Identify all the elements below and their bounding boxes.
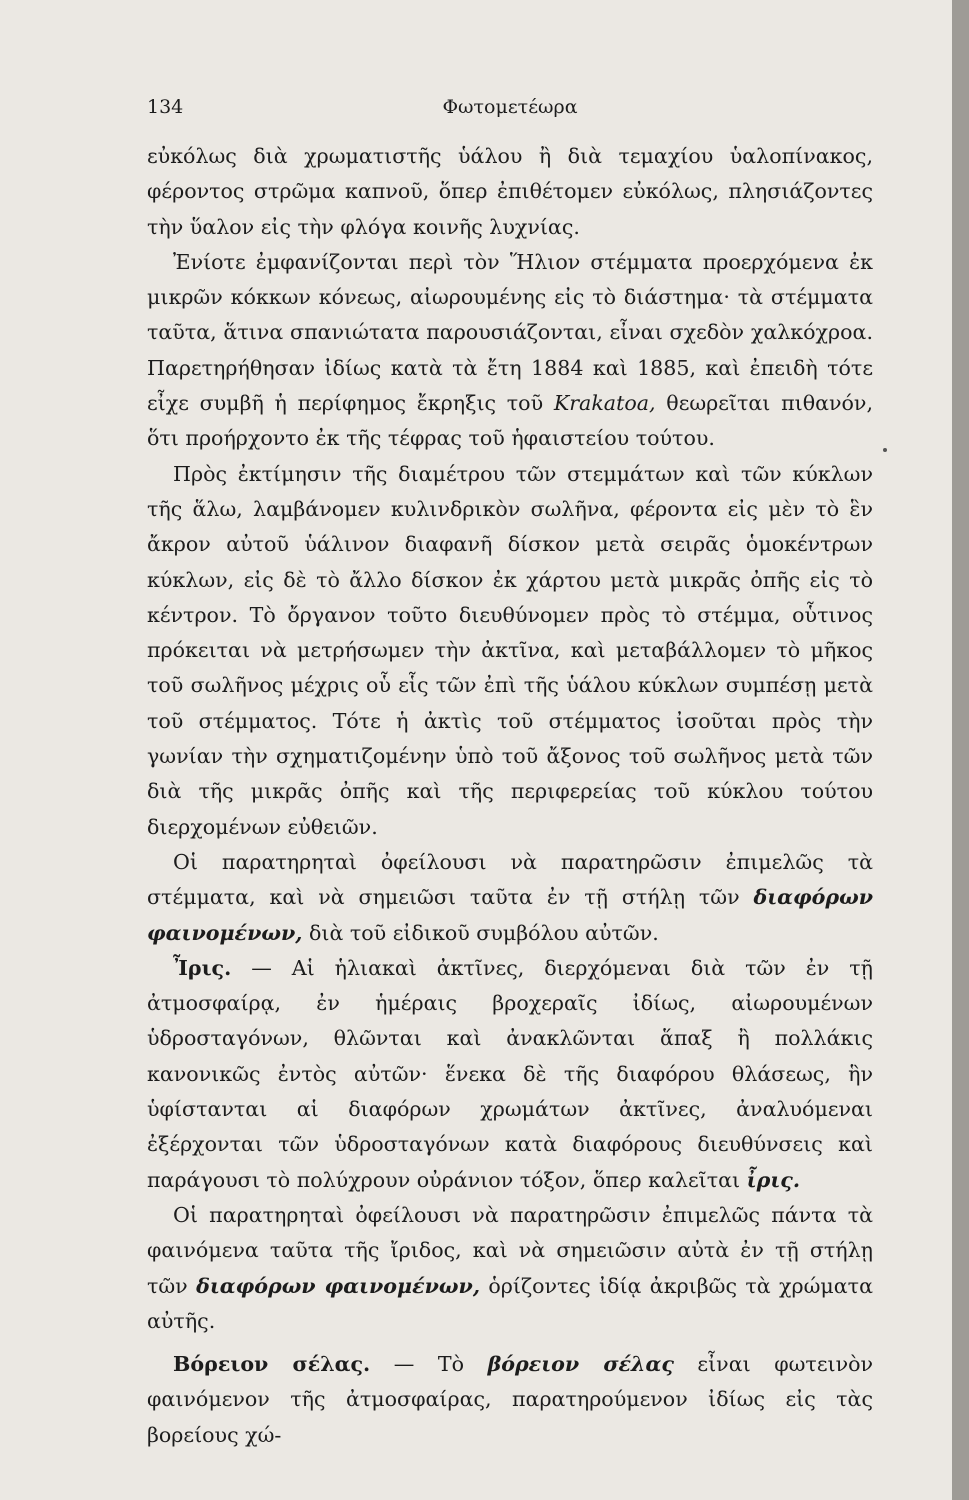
paragraph-continuation: εὐκόλως διὰ χρωματιστῆς ὑάλου ἢ διὰ τεμαχίου ὑαλοπίνακος, φέροντος στρῶμα καπνοῦ, ὅπερ ἐπιθέτομεν εὐκόλως, πλησιάζοντες τὴν ὕαλον εἰς τὴν φλόγα κοινῆς λυχνίας. (147, 144, 873, 239)
spacer (147, 1339, 873, 1347)
page-header (147, 96, 873, 124)
text-run: — Τὸ (370, 1352, 488, 1377)
text-run: εἶναι φωτεινὸν φαινόμενον τῆς ἀτμοσφαίρας, παρατηρούμενον ἰδίως εἰς τὰς βορείους χώ- (147, 1352, 873, 1447)
italic-krakatoa: Krakatoa, (553, 391, 656, 416)
text-run: διὰ τοῦ εἰδικοῦ συμβόλου αὐτῶν. (302, 920, 659, 945)
text-run: — Αἱ ἡλιακαὶ ἀκτῖνες, διερχόμεναι διὰ τῶν ἐν τῇ ἀτμοσφαίρᾳ, ἐν ἡμέραις βροχεραῖς ἰδίως, αἰωρουμένων ὑδροσταγόνων, θλῶνται καὶ ἀνακλῶνται ἅπαξ ἢ πολλάκις κανονικῶς ἐντὸς αὐτῶν· ἕνεκα δὲ τῆς διαφόρου θλάσεως, ἣν ὑφίστανται αἱ διαφόρων χρωμάτων ἀκτῖνες, ἀναλυόμεναι ἐξέρχονται τῶν ὑδροσταγόνων κατὰ διαφόρους διευθύνσεις καὶ παράγουσι τὸ πολύχρουν οὐράνιον τόξον, ὅπερ καλεῖται (147, 955, 873, 1192)
page-number: 134 (147, 96, 184, 118)
body-text (147, 139, 873, 1453)
text-run: Ἐνίοτε ἐμφανίζονται περὶ τὸν Ἥλιον στέμματα προερχόμενα ἐκ μικρῶν κόκκων κόνεως, αἰωρουμένης εἰς τὸ διάστημα· τὰ στέμματα ταῦτα, ἅτινα σπανιώτατα παρουσιάζονται, εἶναι σχεδὸν χαλκόχροα. Παρετηρήθησαν ἰδίως κατὰ τὰ ἔτη 1884 καὶ 1885, καὶ ἐπειδὴ τότε εἶχε συμβῆ ἡ περίφημος ἔκρηξις τοῦ (147, 249, 873, 416)
paragraph-measurement: Πρὸς ἐκτίμησιν τῆς διαμέτρου τῶν στεμμάτων καὶ τῶν κύκλων τῆς ἅλω, λαμβάνομεν κυλινδρικὸν σωλῆνα, φέροντα εἰς μὲν τὸ ἓν ἄκρον αὐτοῦ ὑάλινον διαφανῆ δίσκον μετὰ σειρᾶς ὁμοκέντρων κύκλων, εἰς δὲ τὸ ἄλλο δίσκον ἐκ χάρτου μετὰ μικρᾶς ὀπῆς εἰς τὸ κέντρον. Τὸ ὄργανον τοῦτο διευθύνομεν πρὸς τὸ στέμμα, οὗτινος πρόκειται νὰ μετρήσωμεν τὴν ἀκτῖνα, καὶ μεταβάλλομεν τὸ μῆκος τοῦ σωλῆνος μέχρις οὗ εἷς τῶν ἐπὶ τῆς ὑάλου κύκλων συμπέσῃ μετὰ τοῦ στέμματος. Τότε ἡ ἀκτὶς τοῦ στέμματος ἰσοῦται πρὸς τὴν γωνίαν τὴν σχηματιζομένην ὑπὸ τοῦ ἄξονος τοῦ σωλῆνος μετὰ τῶν διὰ τῆς μικρᾶς ὀπῆς καὶ τῆς περιφερείας τοῦ κύκλου τούτου διερχομένων εὐθειῶν. (147, 461, 873, 839)
text-run: θεωρεῖται πιθανόν, ὅτι προήρχοντο ἐκ τῆς τέφρας τοῦ ἡφαιστείου τούτου. (147, 391, 873, 451)
paragraph-rainbow (147, 951, 873, 1198)
text-run: Οἱ παρατηρηταὶ ὀφείλουσι νὰ παρατηρῶσιν ἐπιμελῶς πάντα τὰ φαινόμενα ταῦτα τῆς ἴριδος, καὶ νὰ σημειῶσιν αὐτὰ ἐν τῇ στήλῃ τῶν (147, 1202, 873, 1298)
page-edge (952, 0, 969, 1500)
ink-speck (883, 448, 887, 452)
paragraph-observers-rainbow (147, 1198, 873, 1339)
paragraph-aurora (147, 1347, 873, 1453)
section-heading-aurora: Βόρειον σέλας. (173, 1352, 371, 1377)
paragraph-observers-coronas (147, 845, 873, 951)
emphasis-various-phenomena: διαφόρων φαινομένων, (196, 1273, 480, 1298)
emphasis-iris: ἶρις. (746, 1167, 800, 1192)
emphasis-various-phenomena: διαφόρων φαινομένων, (147, 885, 873, 945)
text-run: Οἱ παρατηρηταὶ ὀφείλουσι νὰ παρατηρῶσιν ἐπιμελῶς τὰ στέμματα, καὶ νὰ σημειῶσι ταῦτα ἐν τῇ στήλῃ τῶν (147, 849, 873, 910)
running-title: Φωτομετέωρα (442, 96, 578, 118)
emphasis-aurora: βόρειον σέλας (487, 1352, 674, 1377)
text-run: ὁρίζοντες ἰδίᾳ ἀκριβῶς τὰ χρώματα αὐτῆς. (147, 1273, 873, 1333)
section-heading-iris: Ἶρις. (173, 955, 232, 980)
paragraph-coronas-dust (147, 245, 873, 457)
